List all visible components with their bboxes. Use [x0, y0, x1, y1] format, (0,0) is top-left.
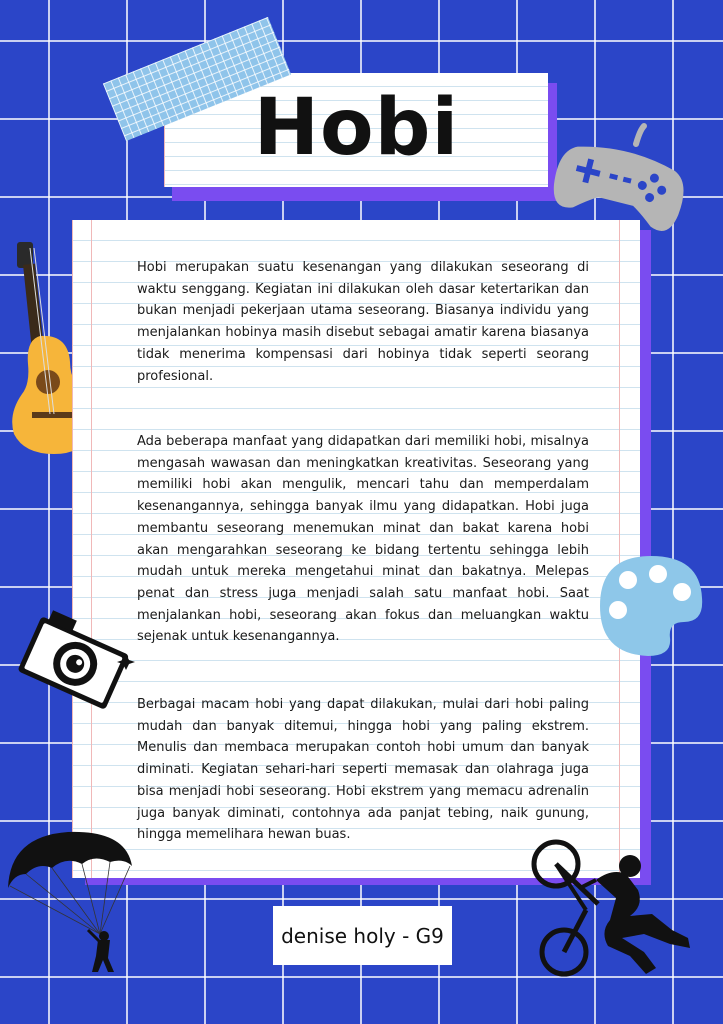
paint-palette-icon — [596, 552, 706, 660]
bmx-bike-icon — [526, 834, 696, 986]
paragraph-1: Hobi merupakan suatu kesenangan yang dilakukan seseorang di waktu senggang. Kegiatan ini dilakukan oleh dasar ketertarikan dan bukan menjadi pekerjaan utama seseorang. Biasanya individu yang menjalankan hobinya masih disebut sebagai amatir karena biasanya tidak menerima kompensasi dari hobinya tidak seperti seorang profesional. — [137, 260, 589, 384]
camera-icon — [16, 610, 136, 714]
paragraph-2: Ada beberapa manfaat yang didapatkan dari memiliki hobi, misalnya mengasah wawasan dan meningkatkan kreativitas. Seseorang yang memiliki hobi akan mengulik, mencari tahu dan memperdalam kesenangannya, sehingga banyak ilmu yang didapatkan. Hobi juga membantu seseorang menemukan minat dan bakat karena hobi akan mengarahkan seseorang ke bidang tertentu sehingga lebih mudah untuk mereka mengetahui minat dan bakatnya. Melepas penat dan stress juga menjadi salah satu manfaat hobi. Saat menjalankan hobi, seseorang akan fokus dan meluangkan waktu sejenak untuk kesenangannya. — [137, 434, 589, 645]
author-label: denise holy - G9 — [273, 906, 452, 965]
paragraph-3: Berbagai macam hobi yang dapat dilakukan, mulai dari hobi paling mudah dan banyak ditemui, hingga hobi yang paling ekstrem. Menulis dan membaca merupakan contoh hobi umum dan banyak diminati. Kegiatan sehari-hari seperti memasak dan olahraga juga bisa menjadi hobi seseorang. Hobi ekstrem yang memacu adrenalin juga banyak diminati, contohnya ada panjat tebing, naik gunung, hingga memelihara hewan buas. — [137, 697, 589, 843]
parachute-icon — [4, 826, 138, 978]
gamepad-icon — [548, 122, 690, 234]
page-title: Hobi — [253, 83, 460, 173]
